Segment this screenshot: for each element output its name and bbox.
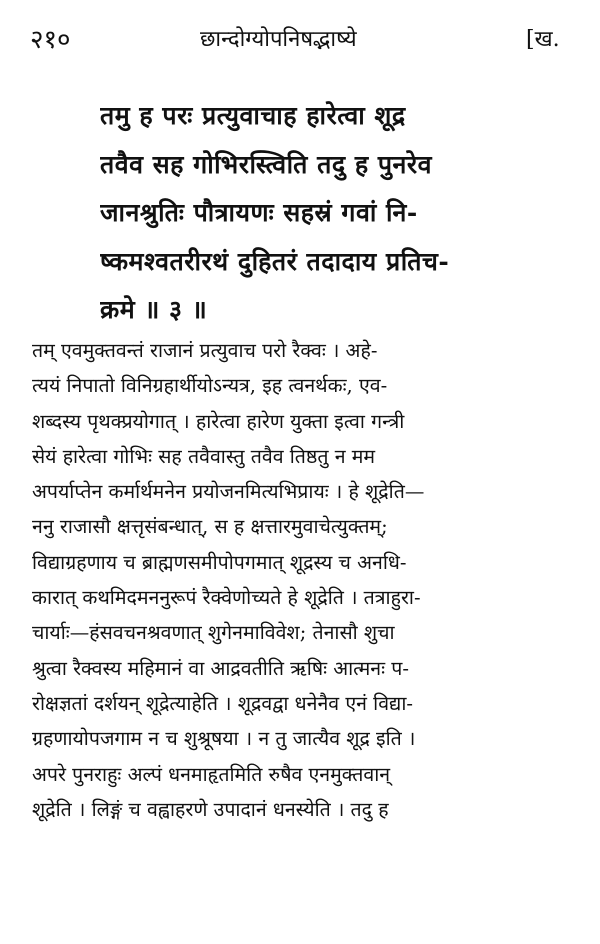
verse-line: तमु ह परः प्रत्युवाचाह हारेत्वा शूद्र (100, 101, 406, 130)
bhashya-commentary (32, 333, 572, 827)
commentary-line: श्रुत्वा रैक्वस्य महिमानं वा आद्रवतीति ऋषिः आत्मनः प- (32, 656, 409, 680)
verse-line: क्रमे ॥ ३ ॥ (100, 295, 208, 324)
verse-line: ष्कमश्वतरीरथं दुहितरं तदादाय प्रतिच- (100, 246, 450, 276)
verse-line: जानश्रुतिः पौत्रायणः सहस्रं गवां नि- (100, 198, 418, 227)
verse-line: तवैव सह गोभिरस्त्विति तदु ह पुनरेव (100, 149, 433, 179)
commentary-line: रोक्षज्ञतां दर्शयन् शूद्रेत्याहेति । शूद्रवद्वा धनेनैव एनं विद्या- (32, 691, 413, 715)
commentary-line: चार्याः—हंसवचनश्रवणात् शुगेनमाविवेश; तेनासौ शुचा (32, 621, 395, 645)
commentary-line: शूद्रेति । लिङ्गं च वह्वाहरणे उपादानं धनस्येति । तदु ह (32, 797, 389, 821)
commentary-line: त्ययं निपातो विनिग्रहार्थीयोऽन्यत्र, इह त्वनर्थकः, एव- (32, 374, 388, 398)
commentary-line: अपरे पुनराहुः अल्पं धनमाहृतमिति रुषैव एनमुक्तवान् (32, 762, 391, 786)
commentary-line: ग्रहणायोपजगाम न च शुश्रूषया । न तु जात्यैव शूद्र इति । (32, 727, 416, 751)
commentary-line: ननु राजासौ क्षत्तृसंबन्धात्, स ह क्षत्तारमुवाचेत्युक्तम्; (32, 515, 388, 539)
section-mark: [ख. (526, 27, 560, 52)
mantra-verse (100, 92, 570, 335)
commentary-line: सेयं हारेत्वा गोभिः सह तवैवास्तु तवैव तिष्ठतु न मम (32, 444, 376, 468)
page-header (0, 20, 600, 60)
running-title: छान्दोग्योपनिषद्भाष्ये (200, 27, 357, 52)
commentary-line: तम् एवमुक्तवन्तं राजानं प्रत्युवाच परो रैक्वः । अहे- (32, 339, 378, 362)
commentary-line: अपर्याप्तेन कर्मार्थमनेन प्रयोजनमित्यभिप्रायः । हे शूद्रेति— (32, 480, 425, 504)
page-number: २१० (30, 25, 71, 55)
commentary-line: कारात् कथमिदमननुरूपं रैक्वेणोच्यते हे शूद्रेति । तत्राहुरा- (32, 586, 421, 610)
commentary-line: शब्दस्य पृथक्प्रयोगात् । हारेत्वा हारेण युक्ता इत्वा गन्त्री (32, 409, 405, 433)
commentary-line: विद्याग्रहणाय च ब्राह्मणसमीपोपगमात् शूद्रस्य च अनधि- (32, 550, 407, 574)
